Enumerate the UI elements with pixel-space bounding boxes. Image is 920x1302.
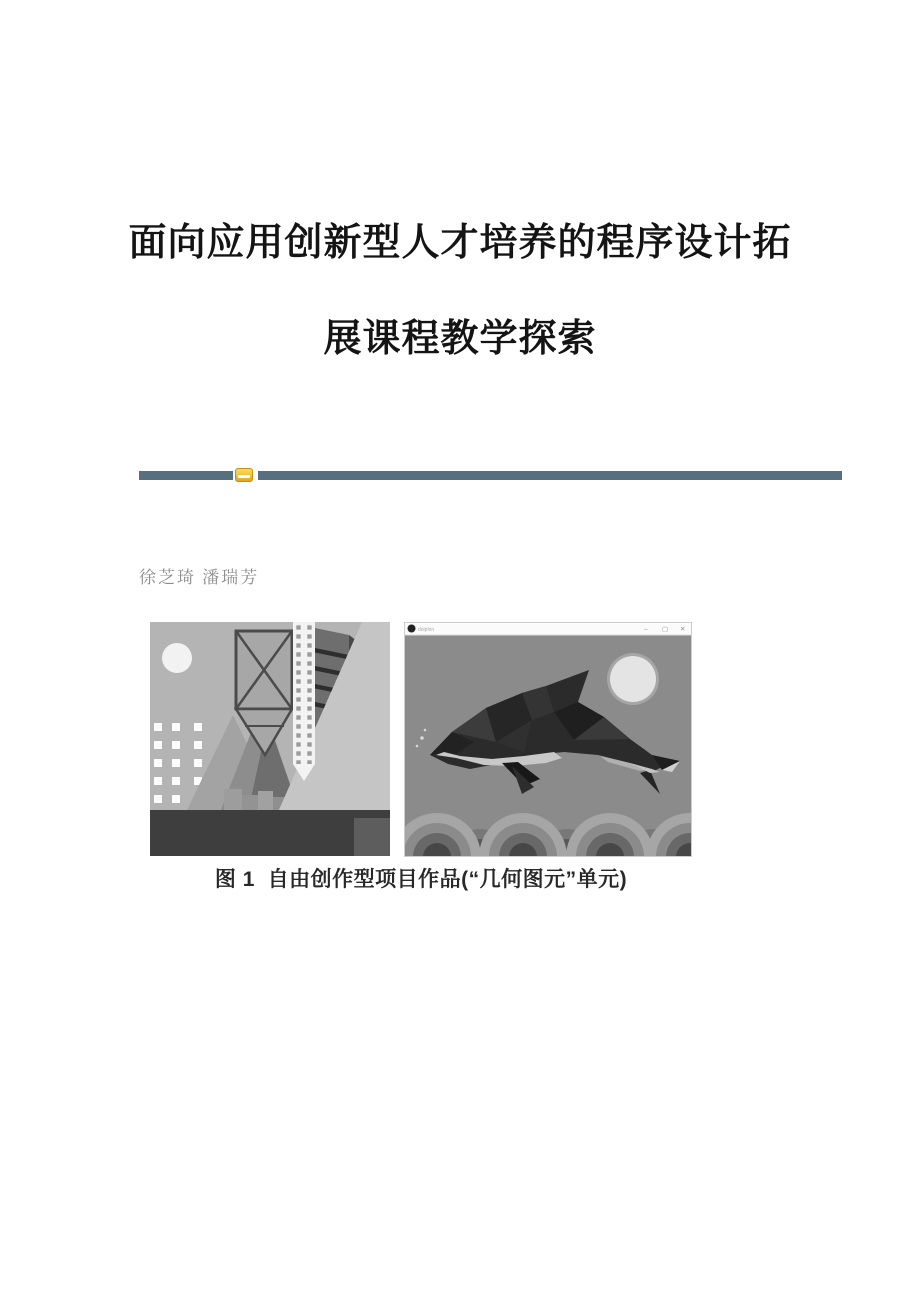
- title-divider: [139, 468, 842, 482]
- moon-icon: [607, 653, 659, 705]
- city-artwork-svg: [150, 622, 390, 856]
- white-column: [293, 622, 315, 781]
- gold-badge-icon: [235, 468, 253, 482]
- close-icon: ✕: [680, 626, 686, 634]
- paper-title-line-2: 展课程教学探索: [323, 318, 597, 360]
- authors: 徐芝琦 潘瑞芳: [139, 568, 260, 587]
- window-title-text: dolphin: [418, 626, 435, 633]
- figure-1: [150, 622, 692, 857]
- figure-images: [150, 622, 692, 857]
- dolphin-artwork-image: [404, 622, 692, 857]
- maximize-icon: ▢: [662, 626, 669, 634]
- figure-caption: 图 1 自由创作型项目作品(“几何图元”单元): [214, 868, 628, 891]
- moon-icon: [162, 643, 192, 673]
- divider-bar-right: [258, 471, 842, 480]
- ground-right: [354, 818, 390, 856]
- dolphin-artwork-svg: [404, 622, 692, 857]
- city-artwork-image: [150, 622, 390, 856]
- gold-badge-slot: [238, 475, 250, 478]
- minimize-icon: –: [644, 626, 648, 634]
- divider-bar-left: [139, 471, 233, 480]
- app-icon: [408, 625, 416, 633]
- paper-title-line-1: 面向应用创新型人才培养的程序设计拓: [128, 222, 792, 264]
